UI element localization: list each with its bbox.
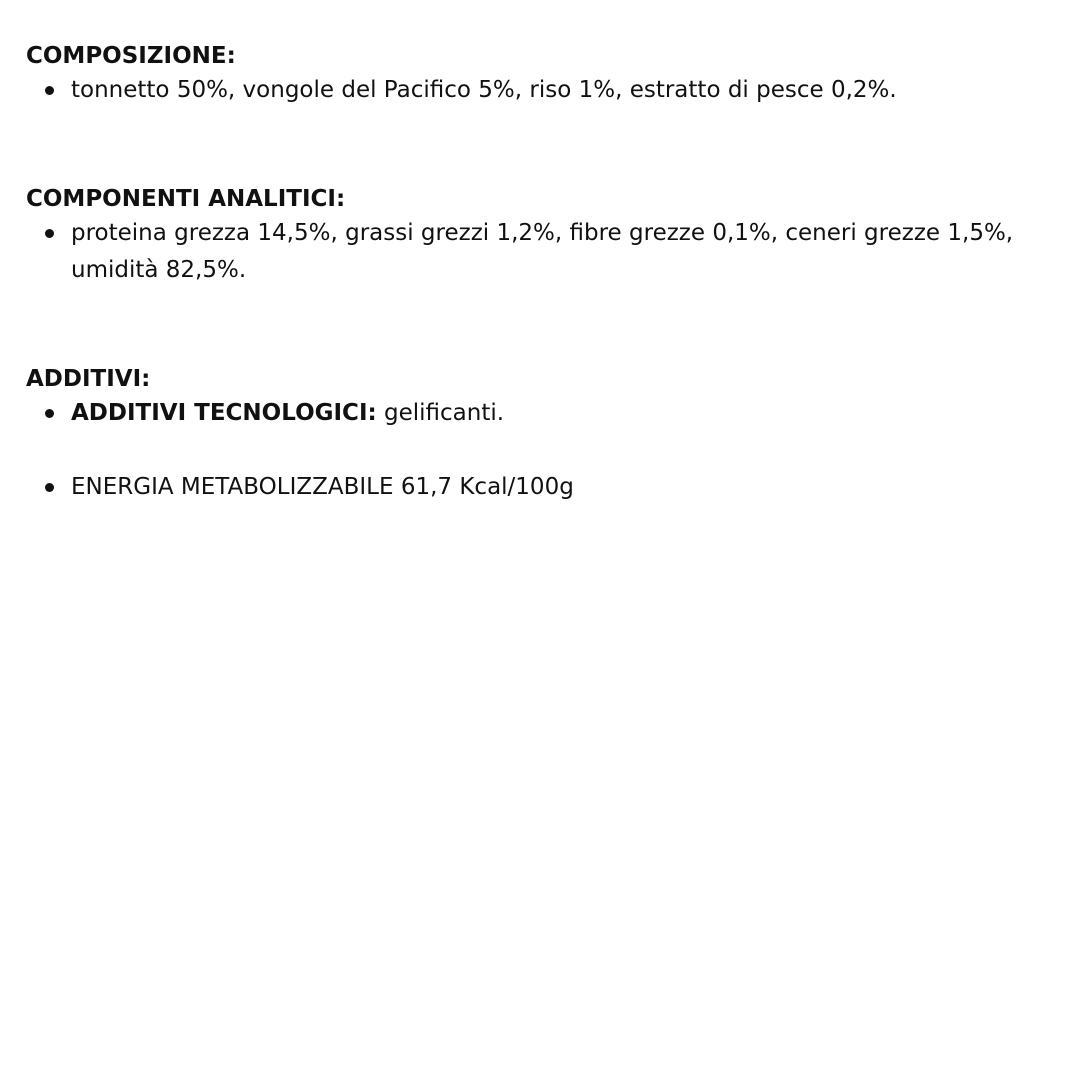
- additivi-tecnologici-label: ADDITIVI TECNOLOGICI:: [71, 400, 377, 426]
- list-item: [26, 215, 1020, 289]
- section-additivi: [26, 363, 1020, 506]
- list-item: [26, 72, 1020, 109]
- section-title-additivi: ADDITIVI:: [26, 366, 151, 392]
- section-composizione: [26, 40, 1020, 109]
- energia-metabolizzabile-text: ENERGIA METABOLIZZABILE 61,7 Kcal/100g: [71, 474, 574, 500]
- section-title-composizione: COMPOSIZIONE:: [26, 43, 236, 69]
- list-composizione: [26, 72, 1020, 109]
- composizione-text: tonnetto 50%, vongole del Pacifico 5%, riso 1%, estratto di pesce 0,2%.: [71, 77, 897, 103]
- additivi-tecnologici-value: gelificanti.: [376, 400, 505, 426]
- list-additivi: [26, 395, 1020, 506]
- bullet-icon: [45, 229, 54, 238]
- list-componenti-analitici: [26, 215, 1020, 289]
- section-title-componenti-analitici: COMPONENTI ANALITICI:: [26, 186, 346, 212]
- section-componenti-analitici: [26, 183, 1020, 289]
- list-item: [26, 395, 1020, 432]
- bullet-icon: [45, 86, 54, 95]
- list-item: [26, 469, 1020, 506]
- bullet-icon: [45, 409, 54, 418]
- bullet-icon: [45, 483, 54, 492]
- componenti-analitici-text: proteina grezza 14,5%, grassi grezzi 1,2%, fibre grezze 0,1%, ceneri grezze 1,5%, umidità 82,5%.: [71, 220, 1014, 283]
